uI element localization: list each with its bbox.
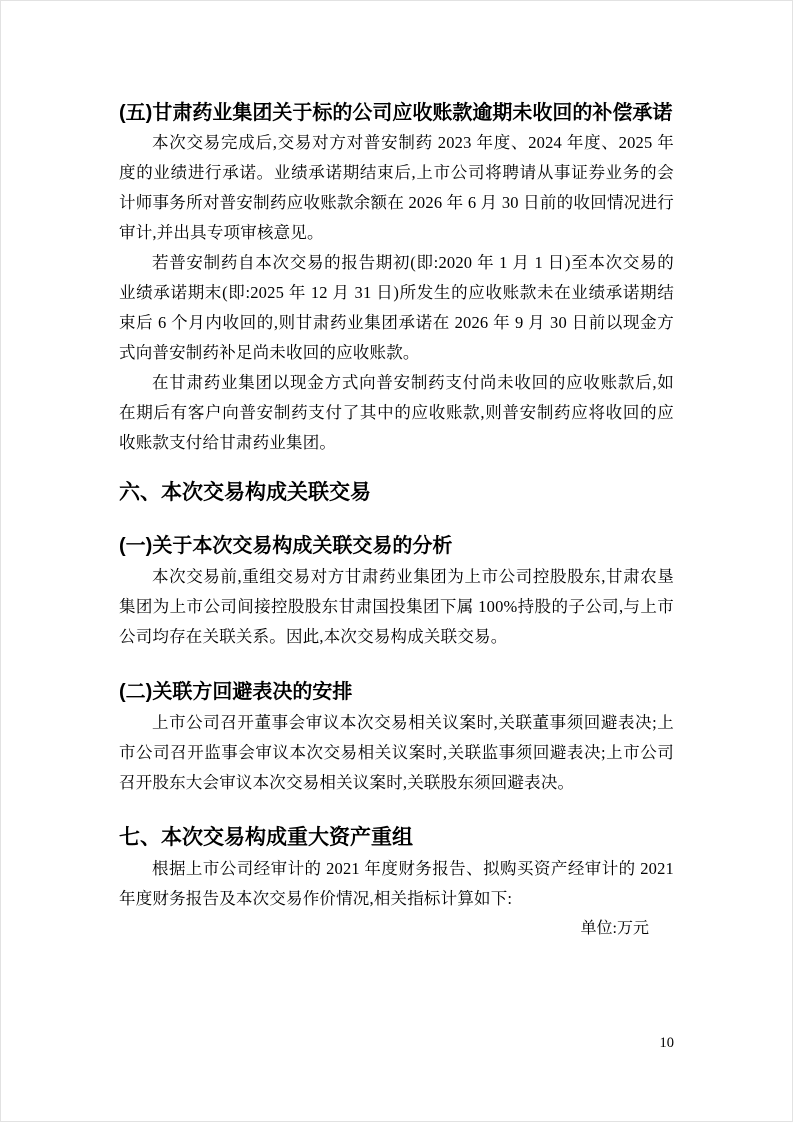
section-5-paragraph-3: 在甘肃药业集团以现金方式向普安制药支付尚未收回的应收账款后,如在期后有客户向普安制药支付了其中的应收账款,则普安制药应将收回的应收账款支付给甘肃药业集团。: [119, 373, 674, 452]
unit-note: 单位:万元: [580, 920, 649, 937]
section-7-paragraph-1: 根据上市公司经审计的 2021 年度财务报告、拟购买资产经审计的 2021 年度财务报告及本次交易作价情况,相关指标计算如下:: [119, 859, 674, 908]
section-7-heading: 七、本次交易构成重大资产重组: [119, 826, 413, 849]
section-5-heading: (五)甘肃药业集团关于标的公司应收账款逾期未收回的补偿承诺: [119, 102, 673, 124]
section-5-paragraph-2: 若普安制药自本次交易的报告期初(即:2020 年 1 月 1 日)至本次交易的业绩承诺期末(即:2025 年 12 月 31 日)所发生的应收账款未在业绩承诺期结束后 6 个月内收回的,则甘肃药业集团承诺在 2026 年 9 月 30 日前以现金方式向普安制药补足尚未收回的应收账款。: [119, 253, 674, 362]
section-5-paragraph-1: 本次交易完成后,交易对方对普安制药 2023 年度、2024 年度、2025 年度的业绩进行承诺。业绩承诺期结束后,上市公司将聘请从事证券业务的会计师事务所对普安制药应收账款余额在 2026 年 6 月 30 日前的收回情况进行审计,并出具专项审核意见。: [119, 133, 674, 242]
section-6-heading: 六、本次交易构成关联交易: [119, 481, 371, 504]
section-6-sub-1-paragraph-1: 本次交易前,重组交易对方甘肃药业集团为上市公司控股股东,甘肃农垦集团为上市公司间接控股股东甘肃国投集团下属 100%持股的子公司,与上市公司均存在关联关系。因此,本次交易构成关联交易。: [119, 567, 674, 646]
section-6-sub-2-heading: (二)关联方回避表决的安排: [119, 681, 353, 703]
section-6-sub-1-heading: (一)关于本次交易构成关联交易的分析: [119, 535, 453, 557]
section-6-sub-2-paragraph-1: 上市公司召开董事会审议本次交易相关议案时,关联董事须回避表决;上市公司召开监事会审议本次交易相关议案时,关联监事须回避表决;上市公司召开股东大会审议本次交易相关议案时,关联股东须回避表决。: [119, 713, 674, 792]
page-number: 10: [659, 1035, 674, 1051]
